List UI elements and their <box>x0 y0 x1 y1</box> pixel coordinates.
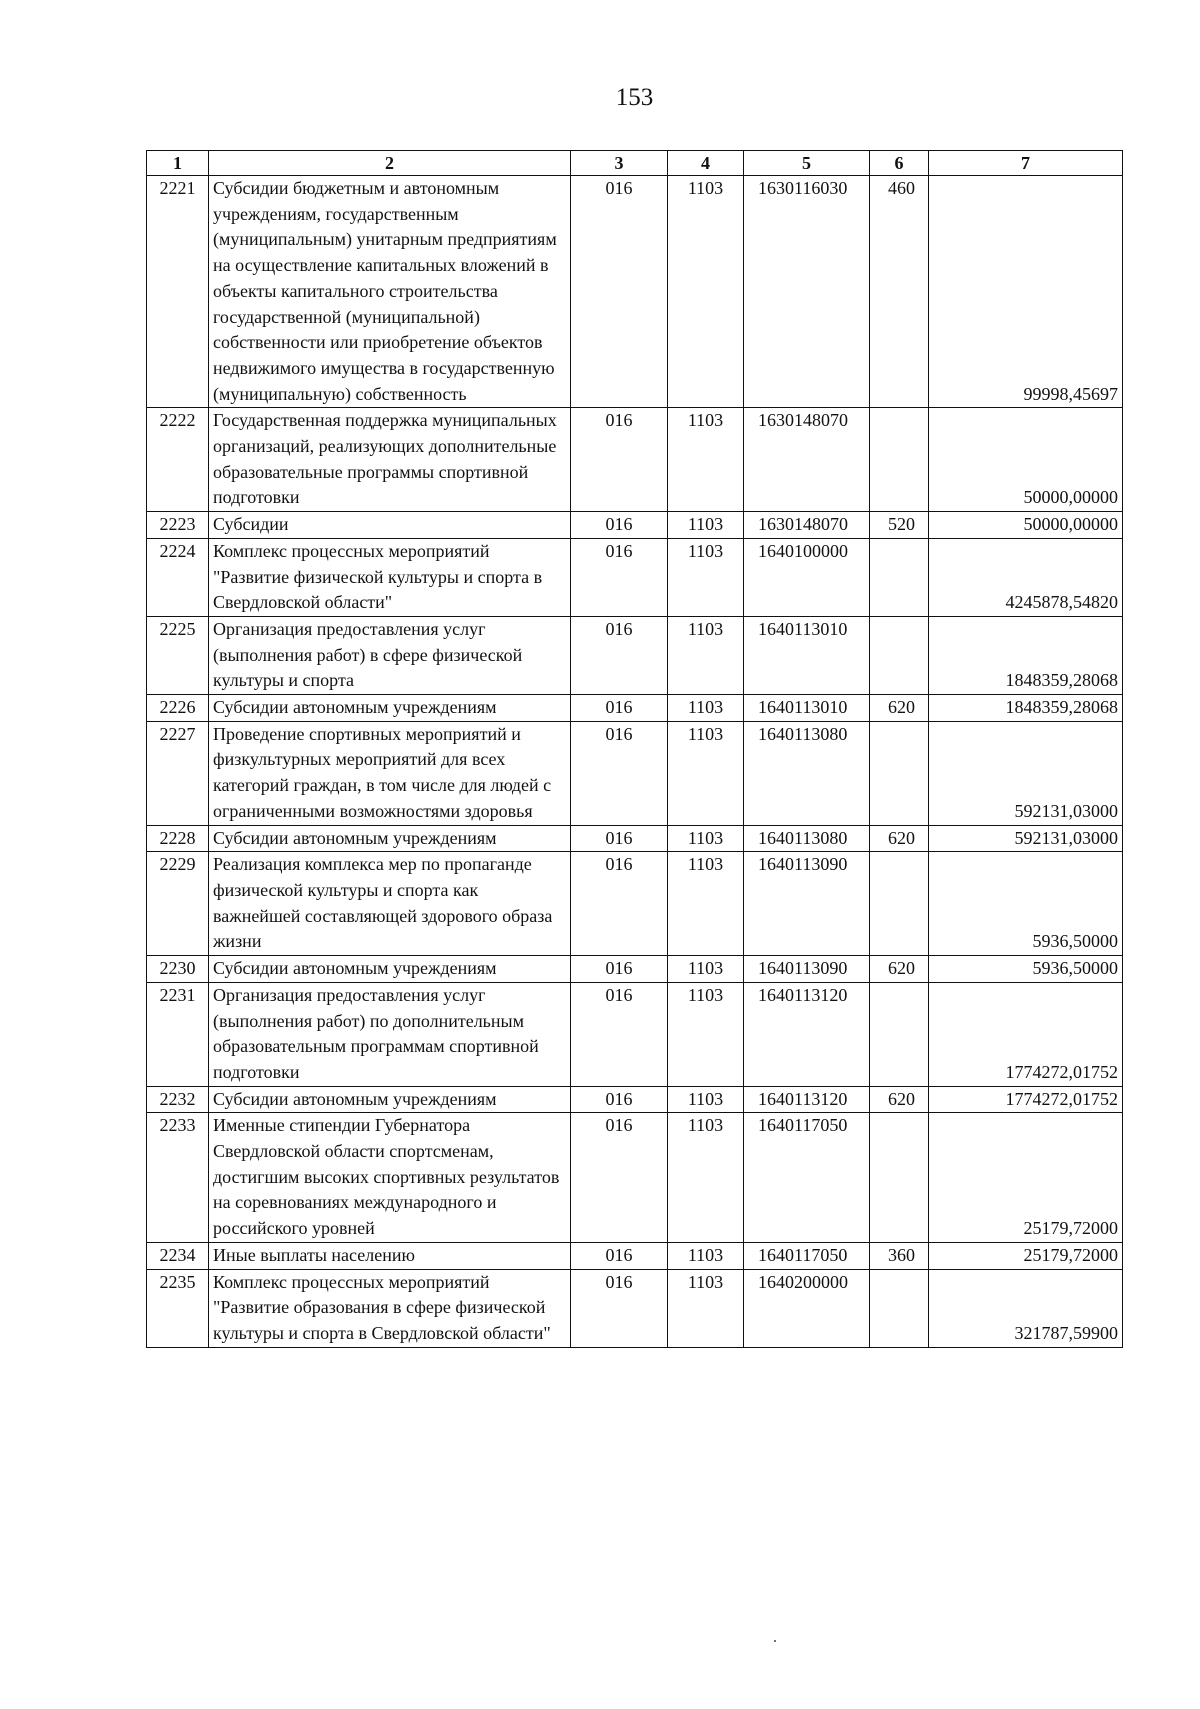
row-section-code: 1103 <box>668 512 744 539</box>
row-number: 2229 <box>147 852 209 956</box>
row-amount: 50000,00000 <box>929 408 1123 512</box>
row-target-article: 1630148070 <box>744 408 870 512</box>
row-amount: 1848359,28068 <box>929 695 1123 722</box>
row-number: 2232 <box>147 1086 209 1113</box>
row-number: 2228 <box>147 825 209 852</box>
row-amount: 25179,72000 <box>929 1242 1123 1269</box>
row-expense-type: 520 <box>870 512 929 539</box>
row-target-article: 1630148070 <box>744 512 870 539</box>
row-target-article: 1640113010 <box>744 616 870 694</box>
header-col-5: 5 <box>744 151 870 176</box>
header-col-2: 2 <box>209 151 571 176</box>
header-col-7: 7 <box>929 151 1123 176</box>
row-admin-code: 016 <box>571 616 668 694</box>
row-name: Субсидии автономным учреждениям <box>209 1086 571 1113</box>
row-section-code: 1103 <box>668 982 744 1086</box>
row-expense-type: 460 <box>870 176 929 408</box>
row-admin-code: 016 <box>571 1086 668 1113</box>
row-target-article: 1640113010 <box>744 695 870 722</box>
header-col-6: 6 <box>870 151 929 176</box>
row-number: 2224 <box>147 538 209 616</box>
row-target-article: 1640100000 <box>744 538 870 616</box>
row-name: Государственная поддержка муниципальных организаций, реализующих дополнительные образовательные программы спортивной подготовки <box>209 408 571 512</box>
row-amount: 50000,00000 <box>929 512 1123 539</box>
row-admin-code: 016 <box>571 512 668 539</box>
row-section-code: 1103 <box>668 956 744 983</box>
row-expense-type: 620 <box>870 1086 929 1113</box>
table-row <box>147 1242 1123 1269</box>
row-expense-type <box>870 852 929 956</box>
table-row <box>147 1269 1123 1347</box>
row-name: Организация предоставления услуг (выполнения работ) по дополнительным образовательным программам спортивной подготовки <box>209 982 571 1086</box>
table-row <box>147 825 1123 852</box>
row-number: 2221 <box>147 176 209 408</box>
row-target-article: 1640113120 <box>744 1086 870 1113</box>
row-name: Проведение спортивных мероприятий и физкультурных мероприятий для всех категорий граждан, в том числе для людей с ограниченными возможностями здоровья <box>209 721 571 825</box>
row-admin-code: 016 <box>571 176 668 408</box>
row-number: 2223 <box>147 512 209 539</box>
row-amount: 1774272,01752 <box>929 1086 1123 1113</box>
row-section-code: 1103 <box>668 1086 744 1113</box>
row-name: Субсидии <box>209 512 571 539</box>
row-number: 2231 <box>147 982 209 1086</box>
row-section-code: 1103 <box>668 1242 744 1269</box>
row-expense-type <box>870 1113 929 1243</box>
row-admin-code: 016 <box>571 721 668 825</box>
table-row <box>147 176 1123 408</box>
table-row <box>147 982 1123 1086</box>
row-name: Комплекс процессных мероприятий "Развитие образования в сфере физической культуры и спорта в Свердловской области" <box>209 1269 571 1347</box>
row-name: Реализация комплекса мер по пропаганде физической культуры и спорта как важнейшей составляющей здорового образа жизни <box>209 852 571 956</box>
table-row <box>147 408 1123 512</box>
row-section-code: 1103 <box>668 1113 744 1243</box>
row-expense-type <box>870 721 929 825</box>
row-section-code: 1103 <box>668 538 744 616</box>
row-amount: 321787,59900 <box>929 1269 1123 1347</box>
table-row <box>147 512 1123 539</box>
row-expense-type: 360 <box>870 1242 929 1269</box>
row-expense-type: 620 <box>870 825 929 852</box>
row-name: Субсидии бюджетным и автономным учреждениям, государственным (муниципальным) унитарным предприятиям на осуществление капитальных вложений в объекты капитального строительства государственной (муниципальной) собственности или приобретение объектов недвижимого имущества в государственную (муниципальную) собственность <box>209 176 571 408</box>
row-target-article: 1640117050 <box>744 1242 870 1269</box>
row-expense-type <box>870 982 929 1086</box>
row-number: 2227 <box>147 721 209 825</box>
row-admin-code: 016 <box>571 1113 668 1243</box>
row-number: 2222 <box>147 408 209 512</box>
row-number: 2234 <box>147 1242 209 1269</box>
row-name: Субсидии автономным учреждениям <box>209 825 571 852</box>
table-row <box>147 616 1123 694</box>
row-amount: 592131,03000 <box>929 721 1123 825</box>
row-section-code: 1103 <box>668 616 744 694</box>
header-col-4: 4 <box>668 151 744 176</box>
row-expense-type <box>870 408 929 512</box>
table-row <box>147 1113 1123 1243</box>
row-admin-code: 016 <box>571 695 668 722</box>
row-number: 2230 <box>147 956 209 983</box>
row-expense-type <box>870 1269 929 1347</box>
row-number: 2235 <box>147 1269 209 1347</box>
row-admin-code: 016 <box>571 956 668 983</box>
row-section-code: 1103 <box>668 408 744 512</box>
row-expense-type: 620 <box>870 956 929 983</box>
row-target-article: 1640113090 <box>744 956 870 983</box>
row-expense-type <box>870 616 929 694</box>
scan-speck <box>774 1640 776 1642</box>
row-admin-code: 016 <box>571 852 668 956</box>
row-target-article: 1640113080 <box>744 825 870 852</box>
row-name: Субсидии автономным учреждениям <box>209 956 571 983</box>
row-expense-type: 620 <box>870 695 929 722</box>
row-admin-code: 016 <box>571 982 668 1086</box>
row-section-code: 1103 <box>668 721 744 825</box>
row-amount: 1848359,28068 <box>929 616 1123 694</box>
row-name: Иные выплаты населению <box>209 1242 571 1269</box>
budget-table <box>146 150 1123 1348</box>
row-name: Субсидии автономным учреждениям <box>209 695 571 722</box>
row-amount: 1774272,01752 <box>929 982 1123 1086</box>
row-number: 2233 <box>147 1113 209 1243</box>
row-name: Организация предоставления услуг (выполнения работ) в сфере физической культуры и спорта <box>209 616 571 694</box>
row-number: 2226 <box>147 695 209 722</box>
row-name: Комплекс процессных мероприятий "Развитие физической культуры и спорта в Свердловской области" <box>209 538 571 616</box>
row-amount: 5936,50000 <box>929 852 1123 956</box>
page-number: 153 <box>615 84 654 111</box>
row-section-code: 1103 <box>668 1269 744 1347</box>
row-target-article: 1640113090 <box>744 852 870 956</box>
row-section-code: 1103 <box>668 852 744 956</box>
table-row <box>147 695 1123 722</box>
row-admin-code: 016 <box>571 408 668 512</box>
row-amount: 99998,45697 <box>929 176 1123 408</box>
row-admin-code: 016 <box>571 825 668 852</box>
row-target-article: 1640200000 <box>744 1269 870 1347</box>
row-target-article: 1630116030 <box>744 176 870 408</box>
row-number: 2225 <box>147 616 209 694</box>
row-amount: 5936,50000 <box>929 956 1123 983</box>
row-amount: 592131,03000 <box>929 825 1123 852</box>
row-target-article: 1640117050 <box>744 1113 870 1243</box>
table-row <box>147 956 1123 983</box>
row-name: Именные стипендии Губернатора Свердловской области спортсменам, достигшим высоких спортивных результатов на соревнованиях международного и российского уровней <box>209 1113 571 1243</box>
row-amount: 25179,72000 <box>929 1113 1123 1243</box>
row-target-article: 1640113120 <box>744 982 870 1086</box>
header-col-3: 3 <box>571 151 668 176</box>
table-row <box>147 721 1123 825</box>
header-row <box>147 151 1123 176</box>
table-row <box>147 852 1123 956</box>
row-section-code: 1103 <box>668 825 744 852</box>
row-amount: 4245878,54820 <box>929 538 1123 616</box>
table-row <box>147 1086 1123 1113</box>
row-admin-code: 016 <box>571 538 668 616</box>
row-expense-type <box>870 538 929 616</box>
table-row <box>147 538 1123 616</box>
row-admin-code: 016 <box>571 1269 668 1347</box>
row-section-code: 1103 <box>668 695 744 722</box>
header-col-1: 1 <box>147 151 209 176</box>
row-section-code: 1103 <box>668 176 744 408</box>
row-target-article: 1640113080 <box>744 721 870 825</box>
row-admin-code: 016 <box>571 1242 668 1269</box>
